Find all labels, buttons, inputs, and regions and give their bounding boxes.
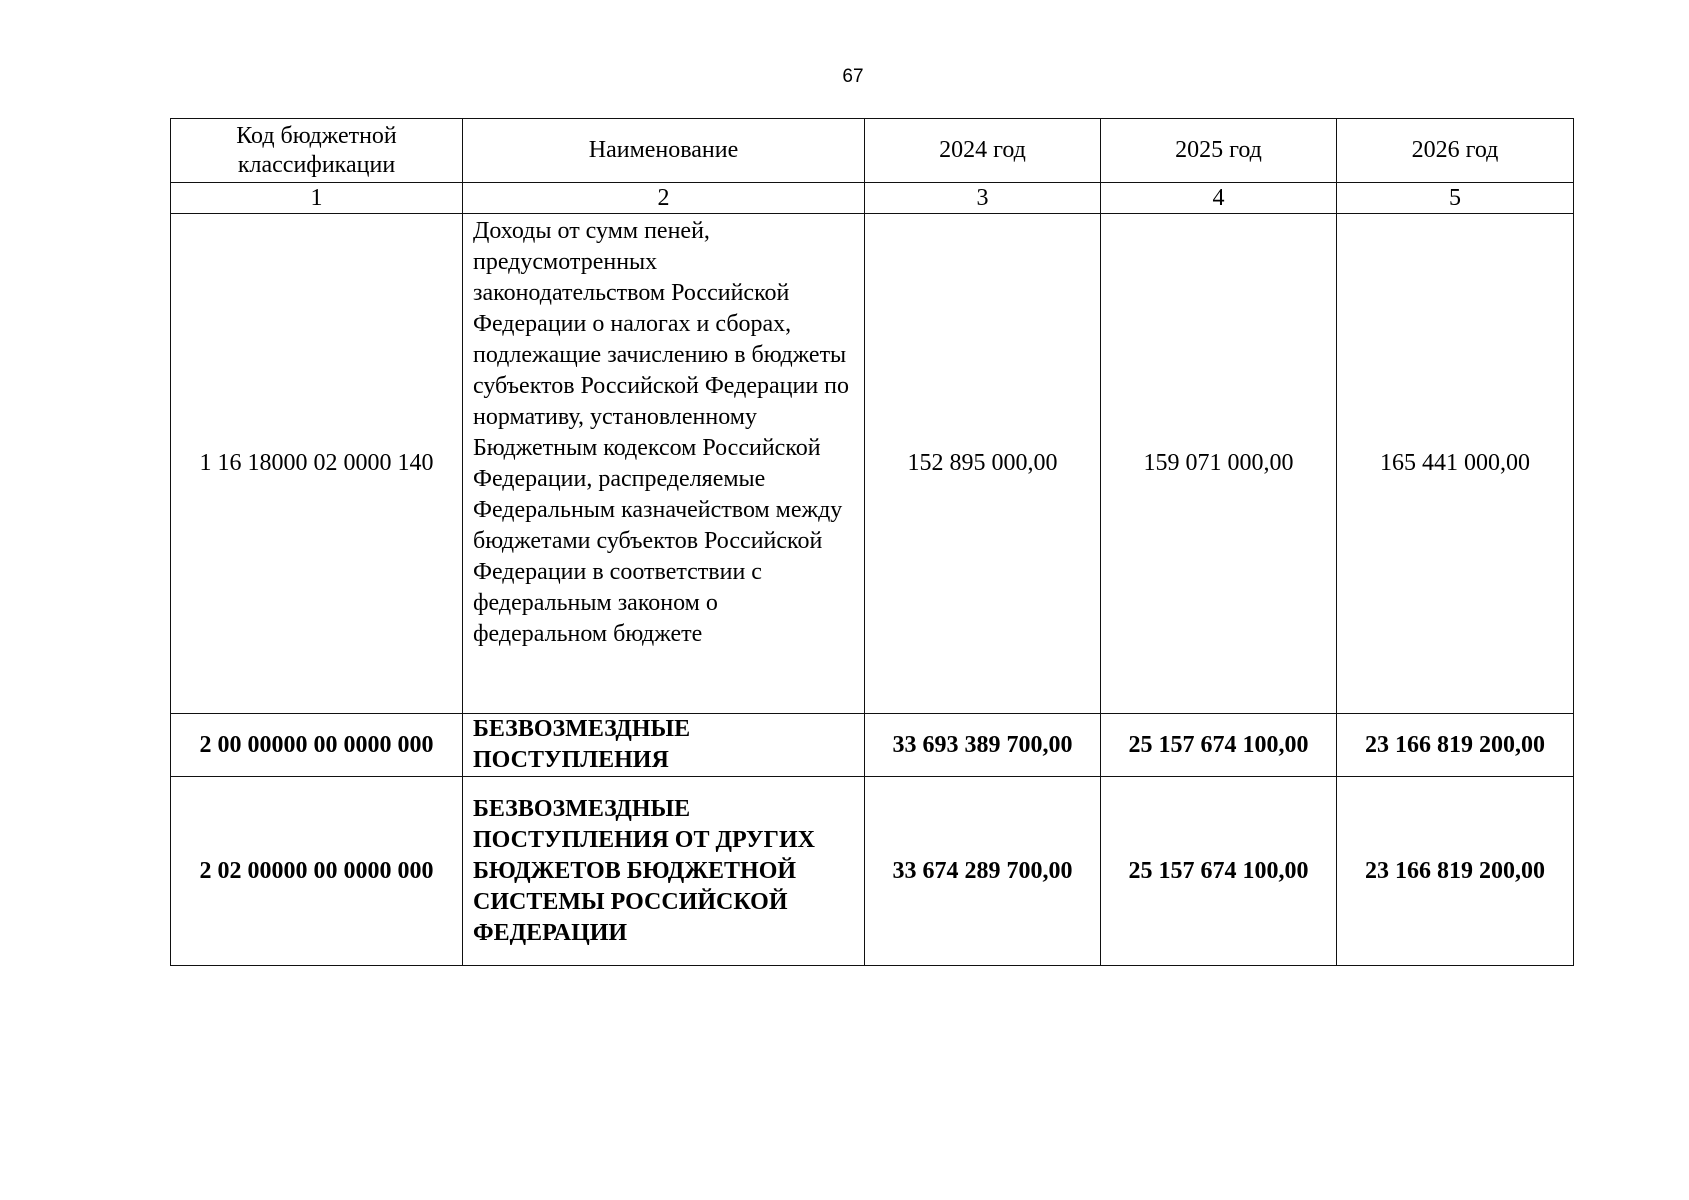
name-cell: БЕЗВОЗМЕЗДНЫЕ ПОСТУПЛЕНИЯ (463, 714, 865, 777)
header-year-2024: 2024 год (865, 119, 1101, 183)
table-row (171, 214, 1574, 714)
column-number-row (171, 183, 1574, 214)
amount-2025-cell: 159 071 000,00 (1101, 214, 1337, 714)
budget-code-cell: 2 02 00000 00 0000 000 (171, 777, 463, 966)
amount-2026-cell: 23 166 819 200,00 (1337, 777, 1574, 966)
table-header-row (171, 119, 1574, 183)
page-number: 67 (842, 66, 864, 87)
name-cell: БЕЗВОЗМЕЗДНЫЕ ПОСТУПЛЕНИЯ ОТ ДРУГИХ БЮДЖЕТОВ БЮДЖЕТНОЙ СИСТЕМЫ РОССИЙСКОЙ ФЕДЕРАЦИИ (463, 777, 865, 966)
table-row (171, 714, 1574, 777)
name-cell: Доходы от сумм пеней, предусмотренных законодательством Российской Федерации о налогах и сборах, подлежащие зачислению в бюджеты субъектов Российской Федерации по нормативу, установленному Бюджетным кодексом Российской Федерации, распределяемые Федеральным казначейством между бюджетами субъектов Российской Федерации в соответствии с федеральным законом о федеральном бюджете (463, 214, 865, 714)
amount-2026-cell: 23 166 819 200,00 (1337, 714, 1574, 777)
amount-2024-cell: 33 693 389 700,00 (865, 714, 1101, 777)
column-number: 5 (1337, 183, 1574, 214)
column-number: 4 (1101, 183, 1337, 214)
column-number: 2 (463, 183, 865, 214)
amount-2024-cell: 33 674 289 700,00 (865, 777, 1101, 966)
column-number: 3 (865, 183, 1101, 214)
amount-2025-cell: 25 157 674 100,00 (1101, 777, 1337, 966)
budget-table (170, 118, 1574, 966)
budget-code-cell: 1 16 18000 02 0000 140 (171, 214, 463, 714)
header-year-2025: 2025 год (1101, 119, 1337, 183)
table-row (171, 777, 1574, 966)
header-code: Код бюджетной классификации (171, 119, 463, 183)
amount-2025-cell: 25 157 674 100,00 (1101, 714, 1337, 777)
header-year-2026: 2026 год (1337, 119, 1574, 183)
column-number: 1 (171, 183, 463, 214)
amount-2024-cell: 152 895 000,00 (865, 214, 1101, 714)
header-name: Наименование (463, 119, 865, 183)
budget-code-cell: 2 00 00000 00 0000 000 (171, 714, 463, 777)
amount-2026-cell: 165 441 000,00 (1337, 214, 1574, 714)
